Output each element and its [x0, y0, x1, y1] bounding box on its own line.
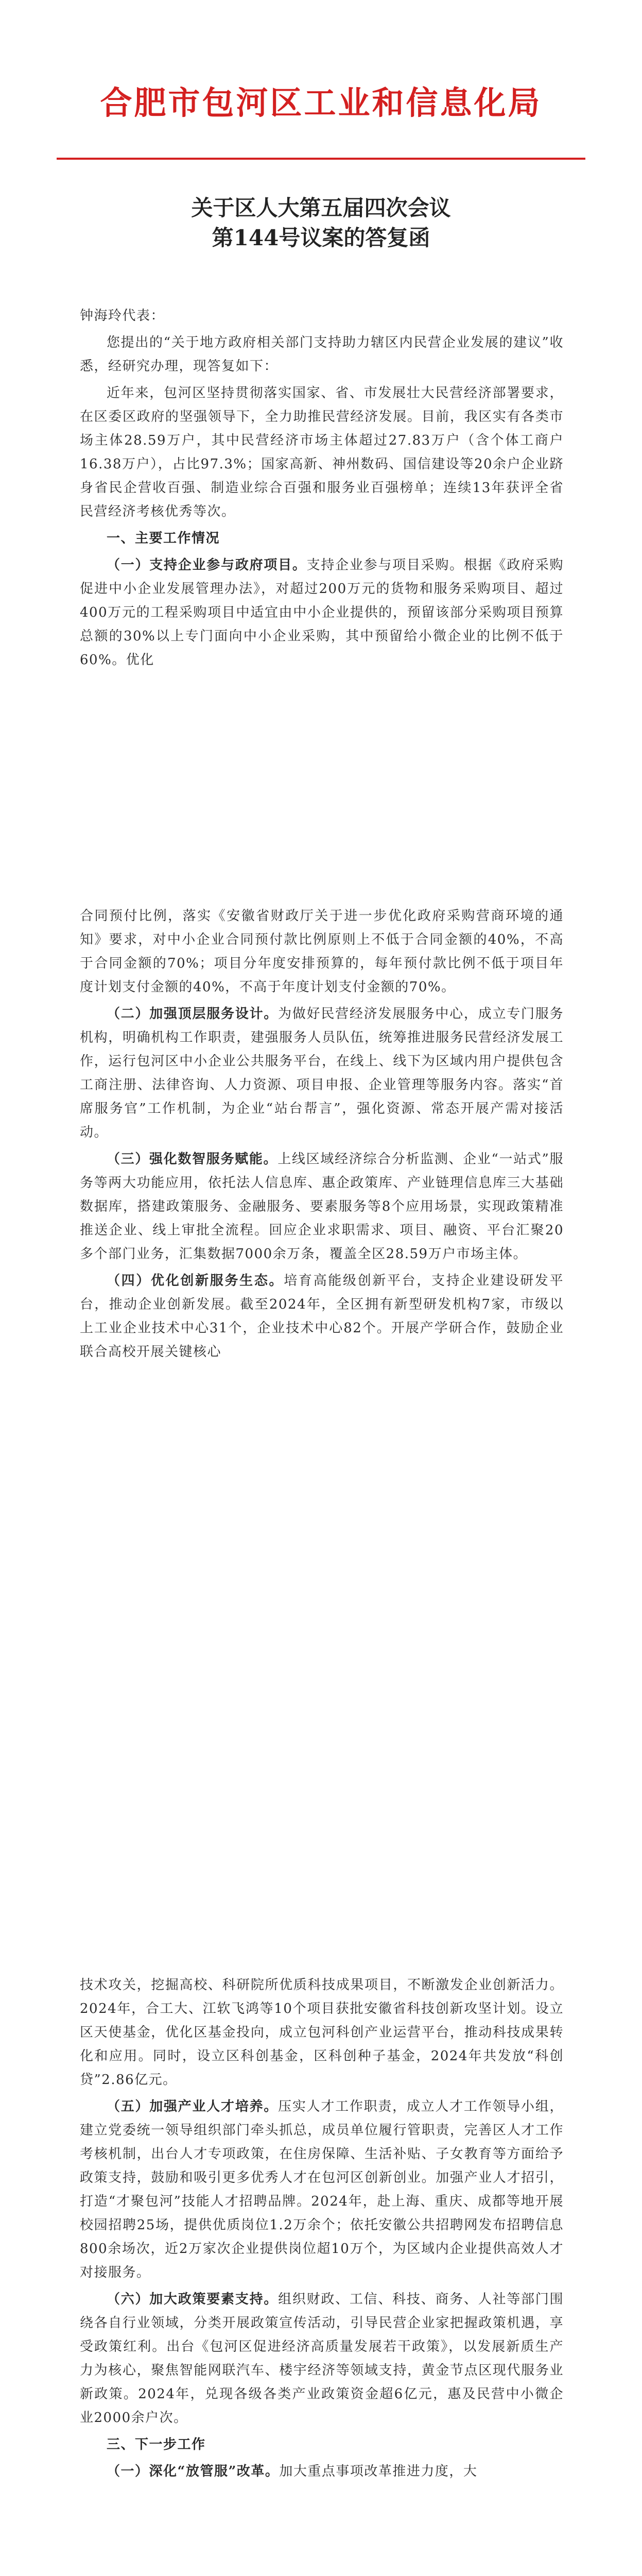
masthead: 合肥市包河区工业和信息化局 [100, 84, 542, 122]
title-line-1: 关于区人大第五届四次会议 [191, 195, 451, 221]
paragraph-text: 压实人才工作职责，成立人才工作领导小组，建立党委统一领导组织部门牵头抓总，成员单位履行管职责，完善区人才工作考核机制，出台人才专项政策，在住房保障、生活补贴、子女教育等方面给予政策支持，鼓励和吸引更多优秀人才在包河区创新创业。加强产业人才招引，打造“才聚包河”技能人才招聘品牌。2024年，赴上海、重庆、成都等地开展校园招聘25场，提供优质岗位1.2万余个；依托安徽公共招聘网发布招聘信息800余场次，近2万家次企业提供岗位超10万个，为区域内企业提供高效人才对接服务。 [80, 2099, 564, 2280]
subheading: （一）深化“放管服”改革。 [107, 2464, 280, 2479]
red-divider-line [57, 158, 585, 160]
paragraph [80, 1147, 564, 1266]
paragraph-text: 加大重点事项改革推进力度，大 [279, 2464, 478, 2479]
masthead-block [0, 77, 642, 123]
paragraph [80, 2460, 564, 2483]
salutation: 钟海玲代表： [80, 308, 165, 324]
paragraph: 近年来，包河区坚持贯彻落实国家、省、市发展壮大民营经济部署要求，在区委区政府的坚强领导下，全力助推民营经济发展。目前，我区实有各类市场主体28.59万户，其中民营经济市场主体超过27.83万户（含个体工商户16.38万户），占比97.3%；国家高新、神州数码、国信建设等20余户企业跻身省民企营收百强、制造业综合百强和服务业百强榜单；连续13年获评全省民营经济考核优秀等次。 [80, 385, 564, 519]
paragraph: 您提出的“关于地方政府相关部门支持助力辖区内民营企业发展的建议”收悉，经研究办理，现答复如下： [80, 335, 564, 374]
paragraph [80, 1002, 564, 1144]
subheading: （二）加强顶层服务设计。 [107, 1006, 279, 1022]
body-section-2 [80, 904, 564, 1367]
subheading: （六）加大政策要素支持。 [107, 2292, 279, 2307]
paragraph-text: 上线区域经济综合分析监测、企业“一站式”服务等两大功能应用，依托法人信息库、惠企政策库、产业链理信息库三大基础数据库，搭建政策服务、金融服务、要素服务等8个应用场景，实现政策精准推送企业、线上审批全流程。回应企业求职需求、项目、融资、平台汇聚20多个部门业务，汇集数据7000余万条，覆盖全区28.59万户市场主体。 [80, 1151, 564, 1262]
paragraph-text: 培育高能级创新平台，支持企业建设研发平台，推动企业创新发展。截至2024年，全区拥有新型研发机构7家，市级以上工业企业技术中心31个，企业技术中心82个。开展产学研合作，鼓励企业联合高校开展关键核心 [80, 1273, 564, 1360]
paragraph-text: 组织财政、工信、科技、商务、人社等部门围绕各自行业领域，分类开展政策宣传活动，引导民营企业家把握政策机遇，享受政策红利。出台《包河区促进经济高质量发展若干政策》，以发展新质生产力为核心，聚焦智能网联汽车、楼宇经济等领域支持，黄金节点区现代服务业新政策。2024年，兑现各级各类产业政策资金超6亿元，惠及民营中小微企业2000余户次。 [80, 2292, 564, 2426]
paragraph [80, 2095, 564, 2284]
subheading: （五）加强产业人才培养。 [107, 2099, 279, 2114]
section-heading: 三、下一步工作 [107, 2437, 206, 2452]
section-heading: 一、主要工作情况 [107, 531, 220, 546]
title-line-2: 第144号议案的答复函 [212, 225, 430, 250]
subheading: （四）优化创新服务生态。 [107, 1273, 284, 1289]
paragraph [80, 1269, 564, 1364]
paragraph [80, 2287, 564, 2430]
paragraph: 技术攻关，挖掘高校、科研院所优质科技成果项目，不断激发企业创新活力。2024年，合工大、江软飞鸿等10个项目获批安徽省科技创新攻坚计划。设立区天使基金，优化区基金投向，成立包河科创产业运营平台，推动科技成果转化和应用。同时，设立区科创基金，区科创种子基金，2024年共发放“科创贷”2.86亿元。 [80, 1977, 564, 2088]
body-section-3 [80, 1973, 564, 2486]
paragraph [80, 553, 564, 672]
paragraph: 合同预付比例，落实《安徽省财政厅关于进一步优化政府采购营商环境的通知》要求，对中小企业合同预付款比例原则上不低于合同金额的40%，不高于合同金额的70%；项目分年度安排预算的，每年预付款比例不低于项目年度计划支付金额的40%，不高于年度计划支付金额的70%。 [80, 908, 564, 995]
subheading: （三）强化数智服务赋能。 [107, 1151, 278, 1167]
body-section-1 [80, 304, 564, 675]
paragraph-text: 支持企业参与项目采购。根据《政府采购促进中小企业发展管理办法》，对超过200万元的货物和服务采购项目、超过400万元的工程采购项目中适宜由中小企业提供的，预留该部分采购项目预算总额的30%以上专门面向中小企业采购，其中预留给小微企业的比例不低于60%。优化 [80, 557, 564, 668]
document-title [0, 193, 642, 253]
paragraph-text: 为做好民营经济发展服务中心，成立专门服务机构，明确机构工作职责，建强服务人员队伍，统筹推进服务民营经济发展工作，运行包河区中小企业公共服务平台，在线上、线下为区域内用户提供包含工商注册、法律咨询、人力资源、项目申报、企业管理等服务内容。落实“首席服务官”工作机制，为企业“站台帮言”，强化资源、常态开展产需对接活动。 [80, 1006, 564, 1140]
subheading: （一）支持企业参与政府项目。 [107, 557, 307, 573]
